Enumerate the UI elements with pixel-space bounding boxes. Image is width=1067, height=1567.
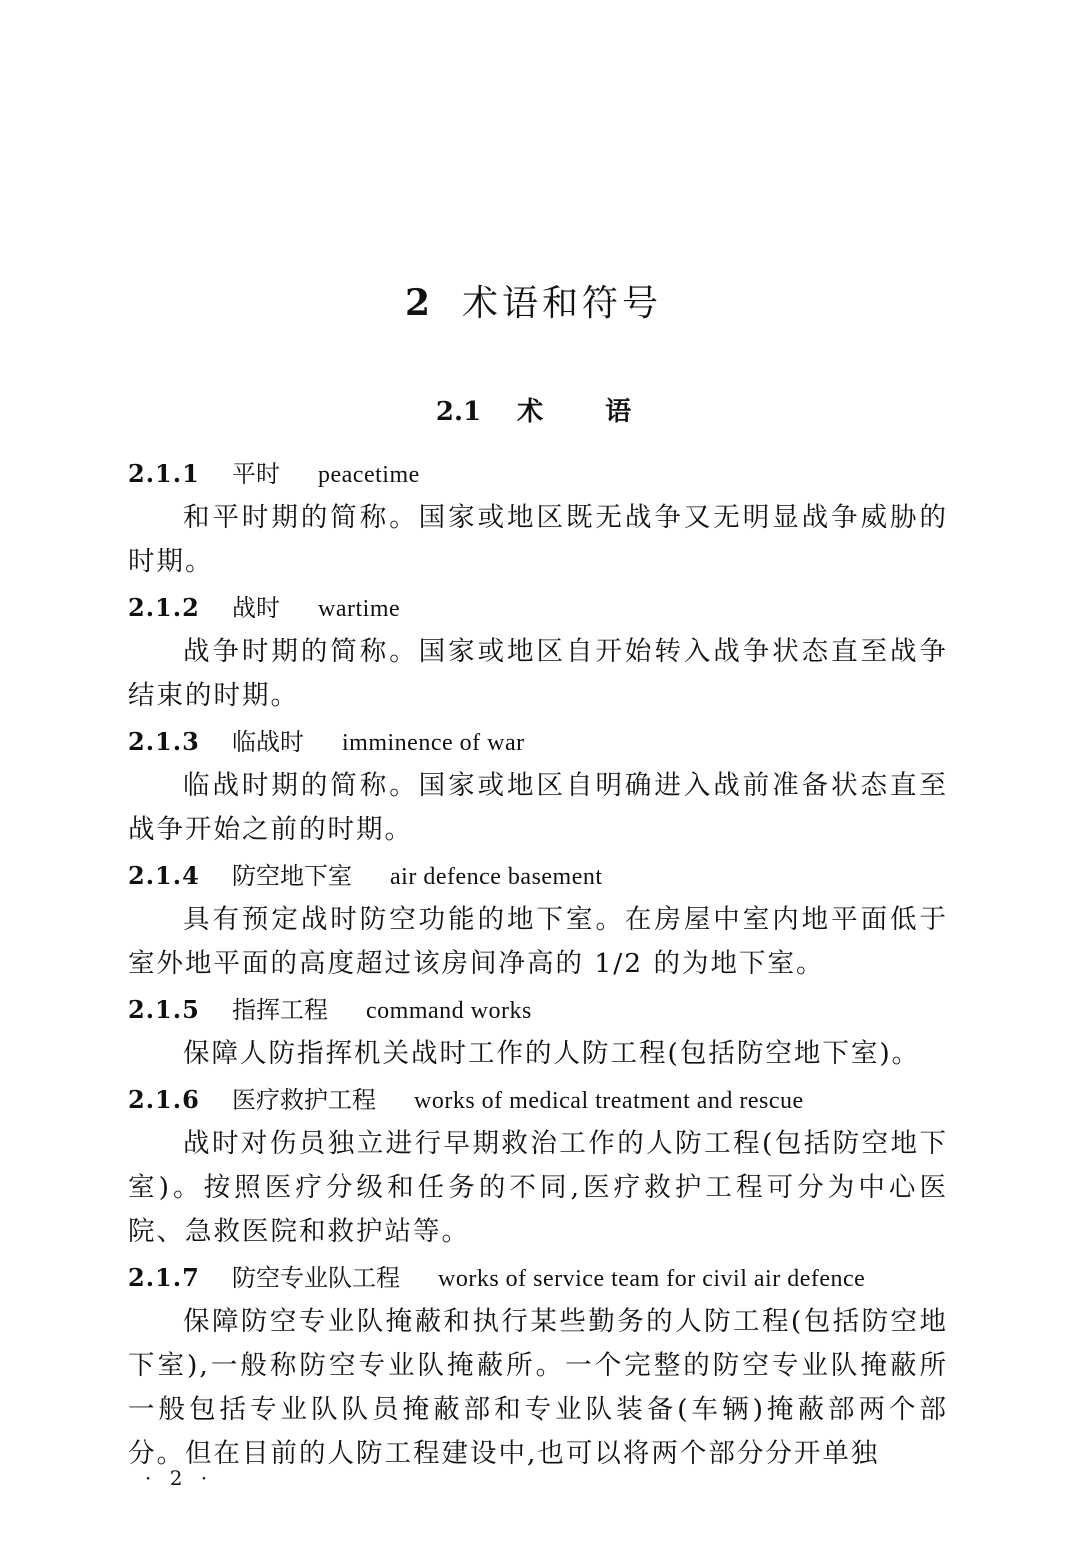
term-number: 2.1.6 — [128, 1085, 200, 1114]
term-definition: 具有预定战时防空功能的地下室。在房屋中室内地平面低于室外地平面的高度超过该房间净高的 1/2 的为地下室。 — [128, 904, 948, 979]
section-number: 2.1 — [435, 397, 482, 427]
term-number: 2.1.7 — [128, 1263, 200, 1292]
term-number: 2.1.1 — [128, 459, 200, 488]
term-definition: 保障防空专业队掩蔽和执行某些勤务的人防工程(包括防空地下室),一般称防空专业队掩蔽所。一个完整的防空专业队掩蔽所一般包括专业队队员掩蔽部和专业队装备(车辆)掩蔽部两个部分。但在目前的人防工程建设中,也可以将两个部分分开单独 — [128, 1306, 948, 1469]
term-heading — [128, 586, 948, 630]
chapter-title-text: 术语和符号 — [462, 283, 663, 324]
term-english: wartime — [318, 596, 401, 622]
term-english: imminence of war — [342, 730, 525, 756]
term-chinese: 平时 — [232, 460, 280, 488]
term-chinese: 医疗救护工程 — [232, 1086, 376, 1114]
term-chinese: 战时 — [232, 594, 280, 622]
term-definition: 战争时期的简称。国家或地区自开始转入战争状态直至战争结束的时期。 — [128, 636, 948, 711]
term-definition: 和平时期的简称。国家或地区既无战争又无明显战争威胁的时期。 — [128, 502, 948, 577]
section-title-char-1: 术 — [517, 397, 544, 427]
term-number: 2.1.3 — [128, 727, 200, 756]
term-entry — [128, 988, 948, 1076]
term-number: 2.1.4 — [128, 861, 200, 890]
term-number: 2.1.2 — [128, 593, 200, 622]
term-definition: 战时对伤员独立进行早期救治工作的人防工程(包括防空地下室)。按照医疗分级和任务的不同,医疗救护工程可分为中心医院、急救医院和救护站等。 — [128, 1128, 948, 1247]
term-heading — [128, 720, 948, 764]
term-entry — [128, 1256, 948, 1476]
term-number: 2.1.5 — [128, 995, 200, 1024]
term-english: command works — [366, 998, 532, 1024]
term-definition: 临战时期的简称。国家或地区自明确进入战前准备状态直至战争开始之前的时期。 — [128, 770, 948, 845]
chapter-number: 2 — [404, 282, 435, 324]
term-english: works of medical treatment and rescue — [414, 1088, 804, 1114]
section-title — [0, 391, 1067, 428]
page-number: · 2 · — [145, 1466, 214, 1490]
chapter-title — [0, 275, 1067, 326]
section-title-char-2: 语 — [605, 397, 632, 427]
term-chinese: 防空地下室 — [232, 862, 352, 890]
term-english: air defence basement — [390, 864, 603, 890]
term-chinese: 临战时 — [232, 728, 304, 756]
terms-list — [128, 452, 948, 1478]
term-entry — [128, 452, 948, 584]
term-heading — [128, 988, 948, 1032]
term-english: peacetime — [318, 462, 420, 488]
term-definition: 保障人防指挥机关战时工作的人防工程(包括防空地下室)。 — [183, 1038, 921, 1069]
term-chinese: 防空专业队工程 — [232, 1264, 400, 1292]
term-heading — [128, 1078, 948, 1122]
term-entry — [128, 1078, 948, 1254]
term-entry — [128, 720, 948, 852]
term-heading — [128, 854, 948, 898]
term-chinese: 指挥工程 — [232, 996, 328, 1024]
term-english: works of service team for civil air defence — [438, 1266, 866, 1292]
term-entry — [128, 854, 948, 986]
term-heading — [128, 452, 948, 496]
term-heading — [128, 1256, 948, 1300]
term-entry — [128, 586, 948, 718]
